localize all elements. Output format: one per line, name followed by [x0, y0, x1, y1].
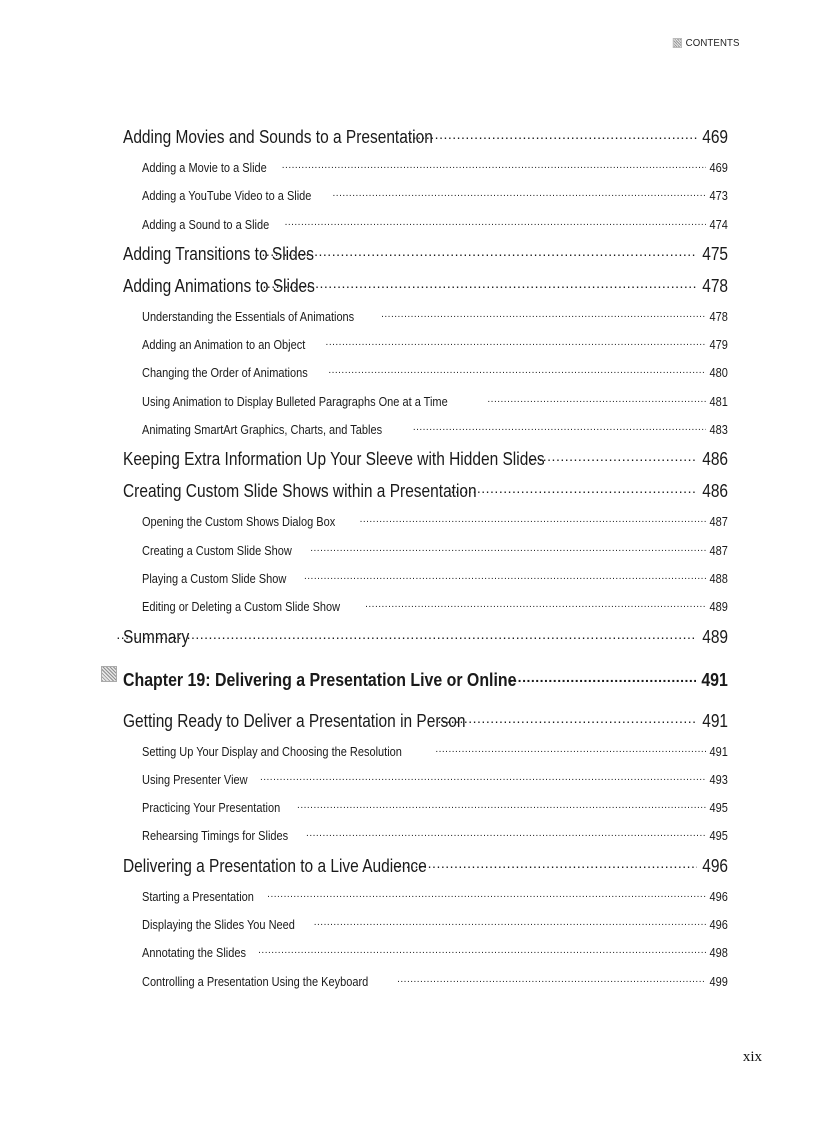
dot-leader [487, 392, 706, 406]
toc-entry-title: Playing a Custom Slide Show [142, 571, 287, 586]
toc-entry-title: Setting Up Your Display and Choosing the Resolution [142, 744, 402, 759]
toc-entry-title: Adding Transitions to Slides [123, 243, 315, 264]
dot-leader [509, 664, 696, 686]
toc-subsection-entry [123, 736, 728, 764]
dot-leader [285, 215, 707, 229]
dot-leader [360, 512, 707, 526]
toc-entry-title: Adding a Movie to a Slide [142, 161, 267, 175]
toc-entry-title: Adding a Sound to a Slide [142, 217, 270, 232]
toc-entry-page: 481 [709, 394, 728, 409]
toc-section-entry [123, 849, 728, 881]
toc-entry-title: Displaying the Slides You Need [142, 918, 295, 933]
toc-entry-page: 478 [702, 275, 728, 296]
toc-entry-page: 489 [709, 600, 728, 615]
toc-entry-page: 487 [709, 515, 728, 530]
toc-section-entry [123, 620, 728, 652]
toc-entry-page: 491 [701, 668, 728, 690]
toc-entry-page: 496 [709, 889, 728, 904]
toc-entry-page: 488 [709, 571, 728, 586]
dot-leader [365, 597, 706, 611]
toc-entry-title: Creating a Custom Slide Show [142, 543, 292, 558]
toc-subsection-entry [123, 357, 728, 385]
toc-section-entry [123, 474, 728, 506]
toc-subsection-entry [123, 301, 728, 329]
dot-leader [400, 121, 697, 143]
toc-entry-page: 491 [709, 744, 728, 759]
toc-entry-page: 498 [709, 946, 728, 961]
toc-entry-page: 491 [702, 710, 728, 731]
dot-leader [262, 270, 697, 292]
toc-entry-page: 489 [702, 626, 728, 647]
toc-entry-page: 486 [702, 481, 728, 502]
toc-entry-page: 486 [702, 449, 728, 470]
toc-subsection-entry [123, 764, 728, 792]
page-number-folio: xix [742, 1049, 762, 1065]
toc-entry-page: 469 [702, 127, 728, 147]
toc-entry-page: 496 [702, 855, 728, 876]
toc-section-entry [123, 120, 728, 152]
toc-entry-title: Summary [123, 626, 190, 647]
toc-entry-title: Chapter 19: Delivering a Presentation Live or Online [123, 668, 517, 690]
chapter-square-icon [101, 666, 117, 682]
toc-subsection-entry [123, 209, 728, 237]
dot-leader [326, 335, 707, 349]
dot-leader [314, 915, 706, 929]
toc-subsection-entry [123, 180, 728, 208]
dot-leader [282, 158, 706, 172]
toc-entry-title: Adding a YouTube Video to a Slide [142, 189, 312, 204]
dot-leader [413, 420, 706, 434]
toc-entry-page: 469 [709, 161, 728, 175]
toc-subsection-entry [123, 820, 728, 848]
toc-subsection-entry [123, 937, 728, 965]
dot-leader [397, 972, 706, 986]
toc-chapter-entry [123, 652, 728, 702]
dot-leader [304, 569, 706, 583]
toc-entry-page: 475 [702, 243, 728, 264]
toc-entry-title: Controlling a Presentation Using the Keyboard [142, 974, 369, 989]
toc-entry-title: Changing the Order of Animations [142, 366, 308, 381]
toc-entry-title: Practicing Your Presentation [142, 801, 281, 816]
running-head [673, 37, 740, 49]
dot-leader [297, 798, 706, 812]
running-head-text: CONTENTS [686, 37, 740, 49]
dot-leader [530, 443, 697, 465]
toc-entry-page: 483 [709, 423, 728, 438]
toc-entry-page: 480 [709, 366, 728, 381]
toc-entry-title: Delivering a Presentation to a Live Audience [123, 855, 427, 876]
toc-entry-page: 496 [709, 918, 728, 933]
toc-entry-page: 479 [709, 338, 728, 353]
toc-entry-title: Rehearsing Timings for Slides [142, 829, 289, 844]
toc-entry-title: Adding Movies and Sounds to a Presentation [123, 127, 433, 147]
dot-leader [328, 363, 706, 377]
dot-leader [435, 742, 706, 756]
toc-entry-page: 478 [709, 309, 728, 324]
square-bullet-icon [673, 38, 682, 48]
toc-subsection-entry [123, 329, 728, 357]
toc-subsection-entry [123, 563, 728, 591]
toc-entry-title: Editing or Deleting a Custom Slide Show [142, 600, 341, 615]
dot-leader [381, 307, 706, 321]
toc-entry-page: 473 [709, 189, 728, 204]
toc-subsection-entry [123, 792, 728, 820]
toc-entry-title: Adding Animations to Slides [123, 275, 315, 296]
toc-entry-page: 487 [709, 543, 728, 558]
table-of-contents [123, 120, 728, 994]
toc-entry-page: 495 [709, 829, 728, 844]
toc-entry-title: Opening the Custom Shows Dialog Box [142, 515, 336, 530]
toc-subsection-entry [123, 152, 728, 180]
toc-section-entry [123, 442, 728, 474]
toc-entry-page: 499 [709, 974, 728, 989]
toc-section-entry [123, 237, 728, 269]
dot-leader [438, 705, 697, 727]
toc-entry-title: Getting Ready to Deliver a Presentation in Person [123, 710, 466, 731]
toc-entry-title: Starting a Presentation [142, 889, 254, 904]
toc-subsection-entry [123, 414, 728, 442]
dot-leader [306, 826, 706, 840]
toc-entry-title: Animating SmartArt Graphics, Charts, and Tables [142, 423, 383, 438]
toc-subsection-entry [123, 591, 728, 619]
toc-section-entry [123, 269, 728, 301]
toc-entry-title: Understanding the Essentials of Animations [142, 309, 355, 324]
toc-entry-title: Annotating the Slides [142, 946, 246, 961]
toc-entry-title: Using Presenter View [142, 772, 248, 787]
dot-leader [267, 887, 706, 901]
toc-entry-title: Adding an Animation to an Object [142, 338, 306, 353]
toc-subsection-entry [123, 909, 728, 937]
dot-leader [451, 475, 697, 497]
toc-subsection-entry [123, 386, 728, 414]
toc-subsection-entry [123, 535, 728, 563]
toc-entry-title: Keeping Extra Information Up Your Sleeve with Hidden Slides [123, 449, 545, 470]
toc-subsection-entry [123, 881, 728, 909]
toc-entry-page: 474 [709, 217, 728, 232]
dot-leader [393, 850, 697, 872]
dot-leader [116, 621, 697, 643]
toc-section-entry [123, 704, 728, 736]
dot-leader [310, 541, 706, 555]
toc-entry-page: 493 [709, 772, 728, 787]
toc-subsection-entry [123, 966, 728, 994]
toc-subsection-entry [123, 506, 728, 534]
toc-entry-title: Creating Custom Slide Shows within a Presentation [123, 481, 477, 502]
dot-leader [333, 186, 707, 200]
dot-leader [261, 238, 697, 260]
toc-entry-page: 495 [709, 801, 728, 816]
toc-entry-title: Using Animation to Display Bulleted Paragraphs One at a Time [142, 394, 448, 409]
dot-leader [258, 943, 706, 957]
dot-leader [260, 770, 706, 784]
